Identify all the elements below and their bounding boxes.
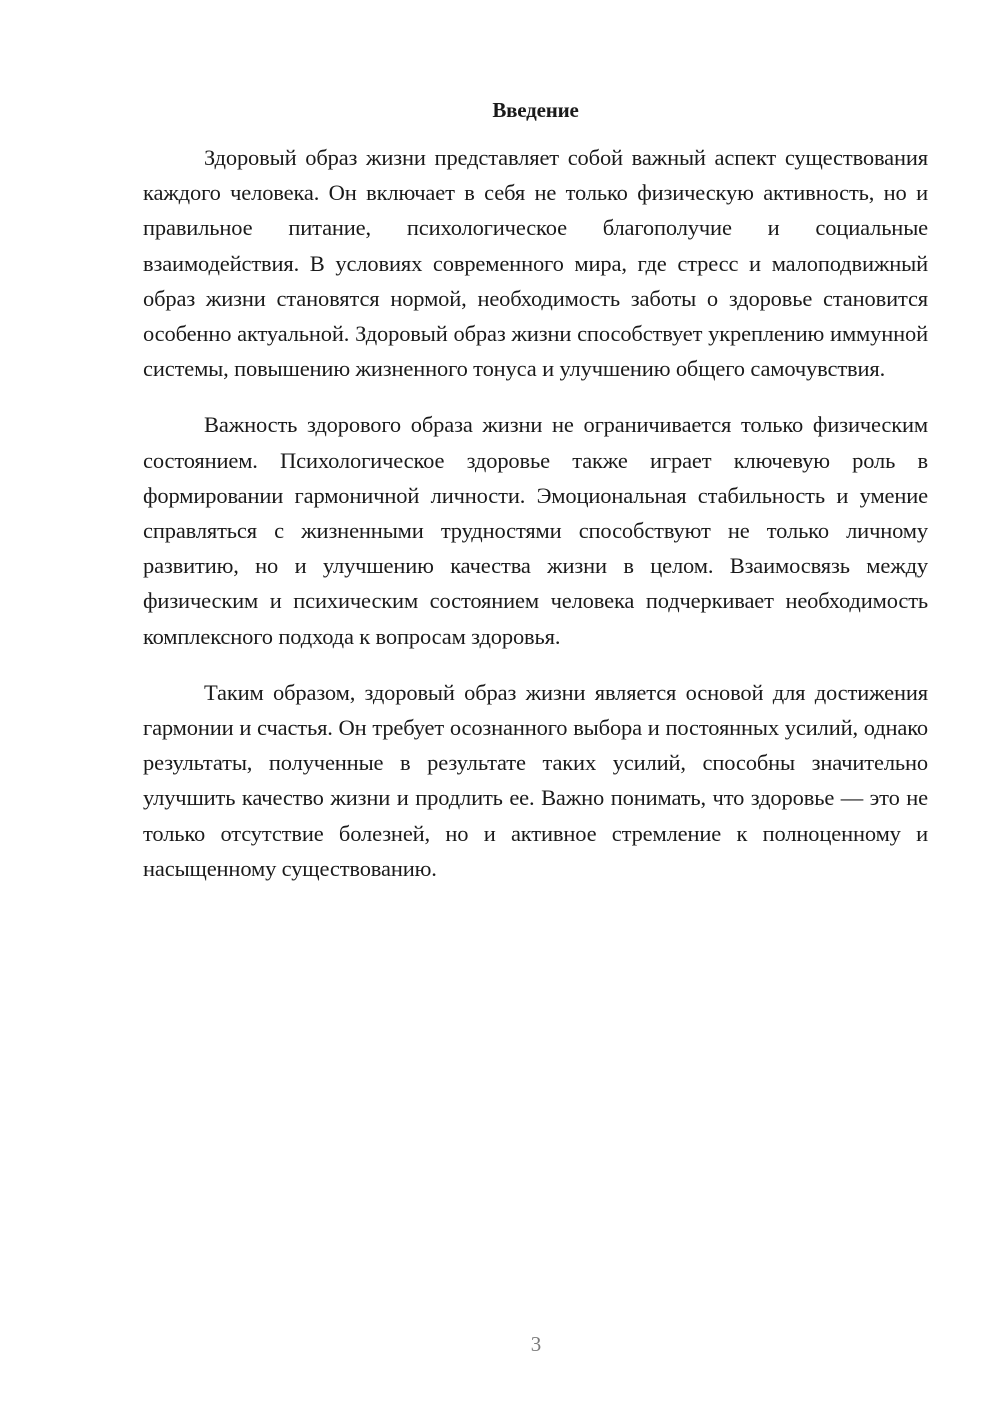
paragraph-3: Таким образом, здоровый образ жизни является основой для достижения гармонии и счастья. Он требует осознанного выбора и постоянных усилий, однако результаты, полученные в результате таких усилий, способны значительно улучшить качество жизни и продлить ее. Важно понимать, что здоровье — это не только отсутствие болезней, но и активное стремление к полноценному и насыщенному существованию. xyxy=(143,679,928,881)
page-number: 3 xyxy=(530,1332,542,1356)
paragraph-2: Важность здорового образа жизни не ограничивается только физическим состоянием. Психологическое здоровье также играет ключевую роль в формировании гармоничной личности. Эмоциональная стабильность и умение справляться с жизненными трудностями способствуют не только личному развитию, но и улучшению качества жизни в целом. Взаимосвязь между физическим и психическим состоянием человека подчеркивает необходимость комплексного подхода к вопросам здоровья. xyxy=(143,412,928,649)
section-title: Введение xyxy=(492,98,579,122)
paragraph-1: Здоровый образ жизни представляет собой важный аспект существования каждого человека. Он включает в себя не только физическую активность, но и правильное питание, психологическое благополучие и социальные взаимодействия. В условиях современного мира, где стресс и малоподвижный образ жизни становятся нормой, необходимость заботы о здоровье становится особенно актуальной. Здоровый образ жизни способствует укреплению иммунной системы, повышению жизненного тонуса и улучшению общего самочувствия. xyxy=(143,145,928,382)
page-content xyxy=(143,95,928,907)
